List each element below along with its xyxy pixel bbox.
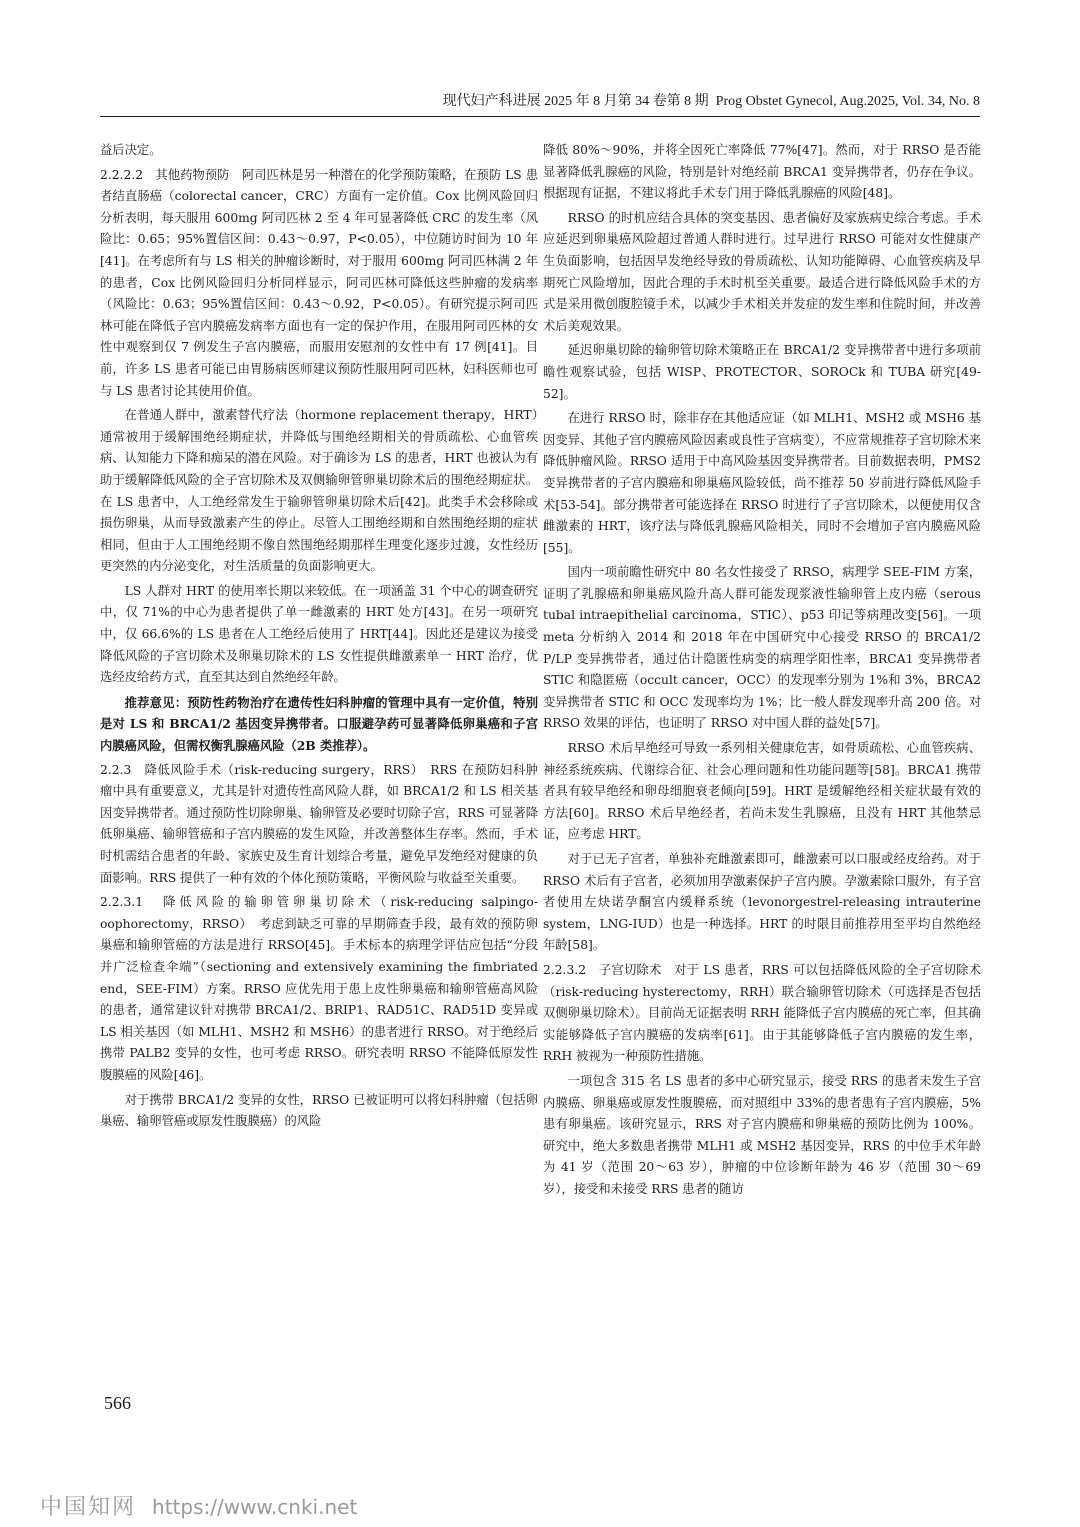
journal-title-en: Prog Obstet Gynecol, Aug.2025, Vol. 34, No. 8: [715, 94, 980, 109]
paragraph: LS 人群对 HRT 的使用率长期以来较低。在一项涵盖 31 个中心的调查研究中，仅 71%的中心为患者提供了单一雌激素的 HRT 处方[43]。在另一项研究中，仅 66.6%的 LS 患者在人工绝经后使用了 HRT[44]。因此还是建议为接受降低风险的子宫切除术及卵巢切除术的 LS 女性提供雌激素单一 HRT 治疗，优选经皮给药方式，直至其达到自然绝经年龄。: [100, 583, 538, 685]
paragraph: 益后决定。: [100, 143, 162, 157]
paragraph: 一项包含 315 名 LS 患者的多中心研究显示，接受 RRS 的患者未发生子宫内膜癌、卵巢癌或原发性腹膜癌，而对照组中 33%的患者患有子宫内膜癌，5%患有卵巢癌。该研究显示，RRS 对子宫内膜癌和卵巢癌的预防比例为 100%。研究中，绝大多数患者携带 MLH1 或 MSH2 基因变异，RRS 的中位手术年龄为 41 岁（范围 20～63 岁），肿瘤的中位诊断年龄为 46 岁（范围 30～69 岁），接受和未接受 RRS 患者的随访: [543, 1073, 981, 1196]
paragraph: 在进行 RRSO 时，除非存在其他适应证（如 MLH1、MSH2 或 MSH6 基因变异、其他子宫内膜癌风险因素或良性子宫病变），不应常规推荐子宫切除术来降低肿瘤风险。RRSO 适用于中高风险基因变异携带者。目前数据表明，PMS2 变异携带者的子宫内膜癌和卵巢癌风险较低，尚不推荐 50 岁前进行降低风险手术[53-54]。部分携带者可能选择在 RRSO 时进行了子宫切除术，以便使用仅含雌激素的 HRT，该疗法与降低乳腺癌风险相关，同时不会增加子宫内膜癌风险[55]。: [543, 411, 981, 555]
paragraph: RRSO 的时机应结合具体的突变基因、患者偏好及家族病史综合考虑。手术应延迟到卵巢癌风险超过普通人群时进行。过早进行 RRSO 可能对女性健康产生负面影响，包括因早发绝经导致的骨质疏松、认知功能障碍、心血管疾病及早期死亡风险增加，因此合理的手术时机至关重要。最适合进行降低风险手术的方式是采用微创腹腔镜手术，以减少手术相关并发症的发生率和住院时间，并改善术后美观效果。: [543, 210, 981, 333]
journal-title-cn: 现代妇产科进展 2025 年 8 月第 34 卷第 8 期: [442, 94, 709, 109]
left-column: [100, 140, 538, 1385]
paragraph: RRSO 术后早绝经可导致一系列相关健康危害，如骨质疏松、心血管疾病、神经系统疾病、代谢综合征、社会心理问题和性功能问题等[58]。BRCA1 携带者具有较早绝经和卵母细胞衰老倾向[59]。HRT 是缓解绝经相关症状最有效的方法[60]。RRSO 术后早绝经者，若尚未发生乳腺癌，且没有 HRT 其他禁忌证，应考虑 HRT。: [543, 741, 981, 842]
page-number: 566: [104, 1393, 131, 1413]
paragraph: 国内一项前瞻性研究中 80 名女性接受了 RRSO，病理学 SEE-FIM 方案，证明了乳腺癌和卵巢癌风险升高人群可能发现浆液性输卵管上皮内癌（serous tubal intraepithelial carcinoma，STIC）、p53 印记等病理改变[56]。一项 meta 分析纳入 2014 和 2018 年在中国研究中心接受 RRSO 的 BRCA1/2 P/LP 变异携带者，通过估计隐匿性病变的病理学阳性率，BRCA1 变异携带者 STIC 和隐匿癌（occult cancer，OCC）的发现率分别为 1%和 3%，BRCA2 变异携带者 STIC 和 OCC 发现率均为 1%；比一般人群发现率升高 200 倍。对 RRSO 效果的评估，也证明了 RRSO 对中国人群的益处[57]。: [543, 565, 981, 731]
recommendation: 推荐意见：预防性药物治疗在遗传性妇科肿瘤的管理中具有一定价值，特别是对 LS 和 BRCA1/2 基因变异携带者。口服避孕药可显著降低卵巢癌和子宫内膜癌风险，但需权衡乳腺癌风险（2B 类推荐）。: [100, 694, 538, 754]
running-header: [100, 88, 980, 117]
cnki-brand: 中国知网: [40, 1495, 137, 1520]
watermark-footer: [40, 1490, 357, 1521]
section-2-2-2-2: 2.2.2.2 其他药物预防 阿司匹林是另一种潜在的化学预防策略，在预防 LS 患者结直肠癌（colorectal cancer，CRC）方面有一定价值。Cox 比例风险回归分析表明，每天服用 600mg 阿司匹林 2 至 4 年可显著降低 CRC 的发生率（风险比：0.65；95%置信区间：0.43～0.97，P<0.05），中位随访时间为 10 年[41]。在考虑所有与 LS 相关的肿瘤诊断时，对于服用 600mg 阿司匹林满 2 年的患者，Cox 比例风险回归分析同样显示，阿司匹林可降低这些肿瘤的发病率（风险比：0.63；95%置信区间：0.43～0.92，P<0.05）。有研究提示阿司匹林可能在降低子宫内膜癌发病率方面也有一定的保护作用，在服用阿司匹林的女性中观察到仅 7 例发生子宫内膜癌，而服用安慰剂的女性中有 17 例[41]。目前，许多 LS 患者可能已由胃肠病医师建议预防性服用阿司匹林，妇科医师也可与 LS 患者讨论其使用价值。: [100, 167, 538, 398]
section-2-2-3-2: 2.2.3.2 子宫切除术 对于 LS 患者，RRS 可以包括降低风险的全子宫切除术（risk-reducing hysterectomy，RRH）联合输卵管切除术（可选择是否包括双侧卵巢切除术）。目前尚无证据表明 RRH 能降低子宫内膜癌的死亡率，但其确实能够降低子宫内膜癌的发病率[61]。由于其能够降低子宫内膜癌的发生率，RRH 被视为一种预防性措施。: [543, 962, 981, 1064]
section-2-2-3: 2.2.3 降低风险手术（risk-reducing surgery，RRS） RRS 在预防妇科肿瘤中具有重要意义，尤其是针对遗传性高风险人群，如 BRCA1/2 和 LS 相关基因变异携带者。通过预防性切除卵巢、输卵管及必要时切除子宫，RRS 可显著降低卵巢癌、输卵管癌和子宫内膜癌的发生风险，并改善整体生存率。然而，手术时机需结合患者的年龄、家族史及生育计划综合考量，避免早发绝经对健康的负面影响。RRS 提供了一种有效的个体化预防策略，平衡风险与收益至关重要。: [100, 762, 538, 885]
right-column: [543, 140, 981, 1385]
cnki-url[interactable]: https://www.cnki.net: [152, 1495, 358, 1519]
paragraph: 在普通人群中，激素替代疗法（hormone replacement therapy，HRT）通常被用于缓解围绝经期症状，并降低与围绝经期相关的骨质疏松、心血管疾病、认知能力下降和痴呆的潜在风险。对于确诊为 LS 的患者，HRT 也被认为有助于缓解降低风险的全子宫切除术及双侧输卵管卵巢切除术后的围绝经期症状。在 LS 患者中，人工绝经常发生于输卵管卵巢切除术后[42]。此类手术会移除或损伤卵巢，从而导致激素产生的停止。尽管人工围绝经期和自然围绝经期的症状相同，但由于人工围绝经期不像自然围绝经期那样生理变化逐步过渡，女性经历更突然的内分泌变化，对生活质量的负面影响更大。: [100, 408, 538, 574]
paragraph: 延迟卵巢切除的输卵管切除术策略正在 BRCA1/2 变异携带者中进行多项前瞻性观察试验，包括 WISP、PROTECTOR、SOROCk 和 TUBA 研究[49-52]。: [543, 343, 981, 401]
paragraph: 对于已无子宫者，单独补充雌激素即可，雌激素可以口服或经皮给药。对于 RRSO 术后有子宫者，必须加用孕激素保护子宫内膜。孕激素除口服外，有子宫者使用左炔诺孕酮宫内缓释系统（levonorgestrel-releasing intrauterine system，LNG-IUD）也是一种选择。HRT 的时限目前推荐用至平均自然绝经年龄[58]。: [543, 852, 981, 953]
section-2-2-3-1: 2.2.3.1 降低风险的输卵管卵巢切除术（risk-reducing salpingo-oophorectomy，RRSO） 考虑到缺乏可靠的早期筛查手段，最有效的预防卵巢癌和输卵管癌的方法是进行 RRSO[45]。手术标本的病理学评估应包括“分段并广泛检查伞端”（sectioning and extensively examining the fimbriated end，SEE-FIM）方案。RRSO 应优先用于患上皮性卵巢癌和输卵管癌高风险的患者，通常建议针对携带 BRCA1/2、BRIP1、RAD51C、RAD51D 变异或 LS 相关基因（如 MLH1、MSH2 和 MSH6）的患者进行 RRSO。对于绝经后携带 PALB2 变异的女性，也可考虑 RRSO。研究表明 RRSO 不能降低原发性腹膜癌的风险[46]。: [100, 895, 538, 1082]
paragraph: 对于携带 BRCA1/2 变异的女性，RRSO 已被证明可以将妇科肿瘤（包括卵巢癌、输卵管癌或原发性腹膜癌）的风险: [100, 1092, 538, 1129]
paragraph: 降低 80%～90%，并将全因死亡率降低 77%[47]。然而，对于 RRSO 是否能显著降低乳腺癌的风险，特别是针对绝经前 BRCA1 变异携带者，仍存在争议。根据现有证据，不建议将此手术专门用于降低乳腺癌的风险[48]。: [543, 143, 981, 201]
